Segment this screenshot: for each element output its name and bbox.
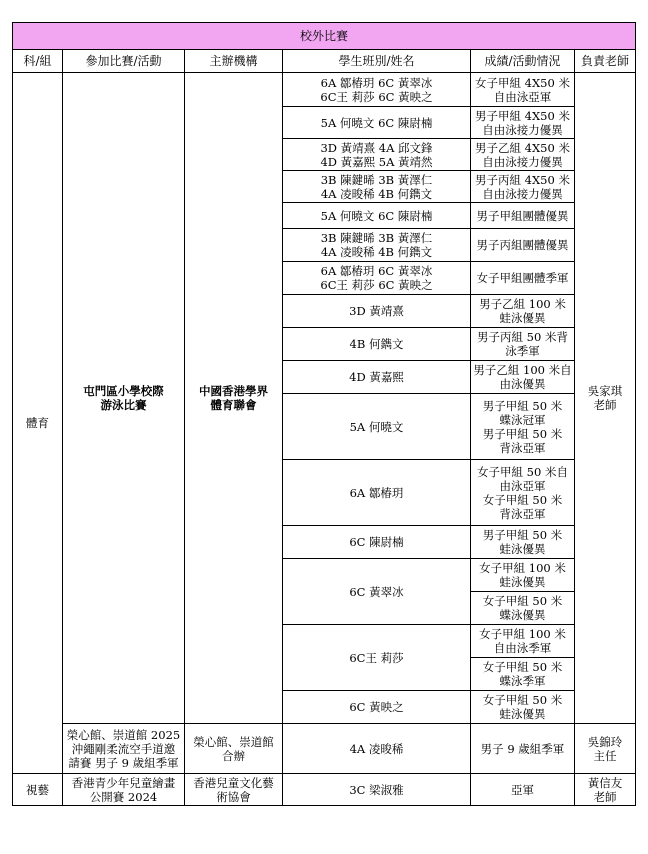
organizer-karate: 榮心館、崇道館 合辦 — [185, 724, 283, 774]
result-cell: 女子甲組 100 米 蛙泳優異 — [471, 559, 575, 592]
student-cell: 3C 梁淑雅 — [283, 774, 471, 806]
student-cell: 5A 何曉文 — [283, 394, 471, 460]
student-cell: 5A 何曉文 6C 陳尉楠 — [283, 203, 471, 229]
result-cell: 男子甲組 4X50 米 自由泳接力優異 — [471, 107, 575, 139]
result-cell: 男子甲組團體優異 — [471, 203, 575, 229]
student-cell: 6A 鄒椿玥 — [283, 460, 471, 526]
student-cell: 3D 黃靖熹 4A 邱文鋒 4D 黃嘉熙 5A 黃靖然 — [283, 139, 471, 171]
teacher-karate: 吳錦玲 主任 — [575, 724, 636, 774]
table-title-row — [13, 23, 636, 50]
table-row — [13, 724, 636, 774]
student-cell: 4D 黃嘉熙 — [283, 361, 471, 394]
result-cell: 女子甲組 4X50 米 自由泳亞軍 — [471, 73, 575, 107]
teacher-art: 黃信友 老師 — [575, 774, 636, 806]
header-organizer: 主辦機構 — [185, 50, 283, 73]
external-competitions-table — [12, 22, 636, 806]
student-cell: 3B 陳鍵晞 3B 黃澤仁 4A 凌晙稀 4B 何鐫文 — [283, 229, 471, 262]
student-cell: 3D 黃靖熹 — [283, 295, 471, 328]
student-cell: 6C 陳尉楠 — [283, 526, 471, 559]
table-row — [13, 774, 636, 806]
header-teacher: 負責老師 — [575, 50, 636, 73]
result-cell: 女子甲組 50 米 蝶泳季軍 — [471, 658, 575, 691]
header-row — [13, 50, 636, 73]
result-cell: 男子 9 歲組季軍 — [471, 724, 575, 774]
student-cell: 4B 何鐫文 — [283, 328, 471, 361]
header-subject: 科/組 — [13, 50, 63, 73]
student-cell: 6A 鄒椿玥 6C 黃翠冰 6C王 莉莎 6C 黃映之 — [283, 262, 471, 295]
student-cell: 6A 鄒椿玥 6C 黃翠冰 6C王 莉莎 6C 黃映之 — [283, 73, 471, 107]
result-cell: 男子乙組 100 米自 由泳優異 — [471, 361, 575, 394]
student-cell: 6C 黃翠冰 — [283, 559, 471, 625]
result-cell: 男子甲組 50 米 蝶泳冠軍 男子甲組 50 米 背泳亞軍 — [471, 394, 575, 460]
result-cell: 男子丙組團體優異 — [471, 229, 575, 262]
result-cell: 亞軍 — [471, 774, 575, 806]
result-cell: 男子乙組 4X50 米 自由泳接力優異 — [471, 139, 575, 171]
result-cell: 男子丙組 50 米背 泳季軍 — [471, 328, 575, 361]
header-result: 成績/活動情況 — [471, 50, 575, 73]
result-cell: 男子甲組 50 米 蛙泳優異 — [471, 526, 575, 559]
table-title: 校外比賽 — [13, 23, 636, 50]
organizer-swimming: 中國香港學界 體育聯會 — [185, 73, 283, 724]
result-cell: 男子丙組 4X50 米 自由泳接力優異 — [471, 171, 575, 203]
organizer-art: 香港兒童文化藝 術協會 — [185, 774, 283, 806]
student-cell: 3B 陳鍵晞 3B 黃澤仁 4A 凌晙稀 4B 何鐫文 — [283, 171, 471, 203]
student-cell: 6C 黃映之 — [283, 691, 471, 724]
result-cell: 女子甲組 50 米 蝶泳優異 — [471, 592, 575, 625]
student-cell: 5A 何曉文 6C 陳尉楠 — [283, 107, 471, 139]
result-cell: 女子甲組 50 米 蛙泳優異 — [471, 691, 575, 724]
result-cell: 男子乙組 100 米 蛙泳優異 — [471, 295, 575, 328]
teacher-swimming: 吳家琪 老師 — [575, 73, 636, 724]
result-cell: 女子甲組 100 米 自由泳季軍 — [471, 625, 575, 658]
event-karate: 榮心館、崇道館 2025 沖繩剛柔流空手道邀 請賽 男子 9 歲組季軍 — [63, 724, 185, 774]
result-cell: 女子甲組團體季軍 — [471, 262, 575, 295]
result-cell: 女子甲組 50 米自 由泳亞軍 女子甲組 50 米 背泳亞軍 — [471, 460, 575, 526]
subject-art: 視藝 — [13, 774, 63, 806]
student-cell: 6C王 莉莎 — [283, 625, 471, 691]
subject-sports: 體育 — [13, 73, 63, 774]
student-cell: 4A 凌晙稀 — [283, 724, 471, 774]
header-event: 參加比賽/活動 — [63, 50, 185, 73]
table-row — [13, 73, 636, 107]
header-student: 學生班別/姓名 — [283, 50, 471, 73]
event-swimming: 屯門區小學校際 游泳比賽 — [63, 73, 185, 724]
event-art: 香港青少年兒童繪畫 公開賽 2024 — [63, 774, 185, 806]
